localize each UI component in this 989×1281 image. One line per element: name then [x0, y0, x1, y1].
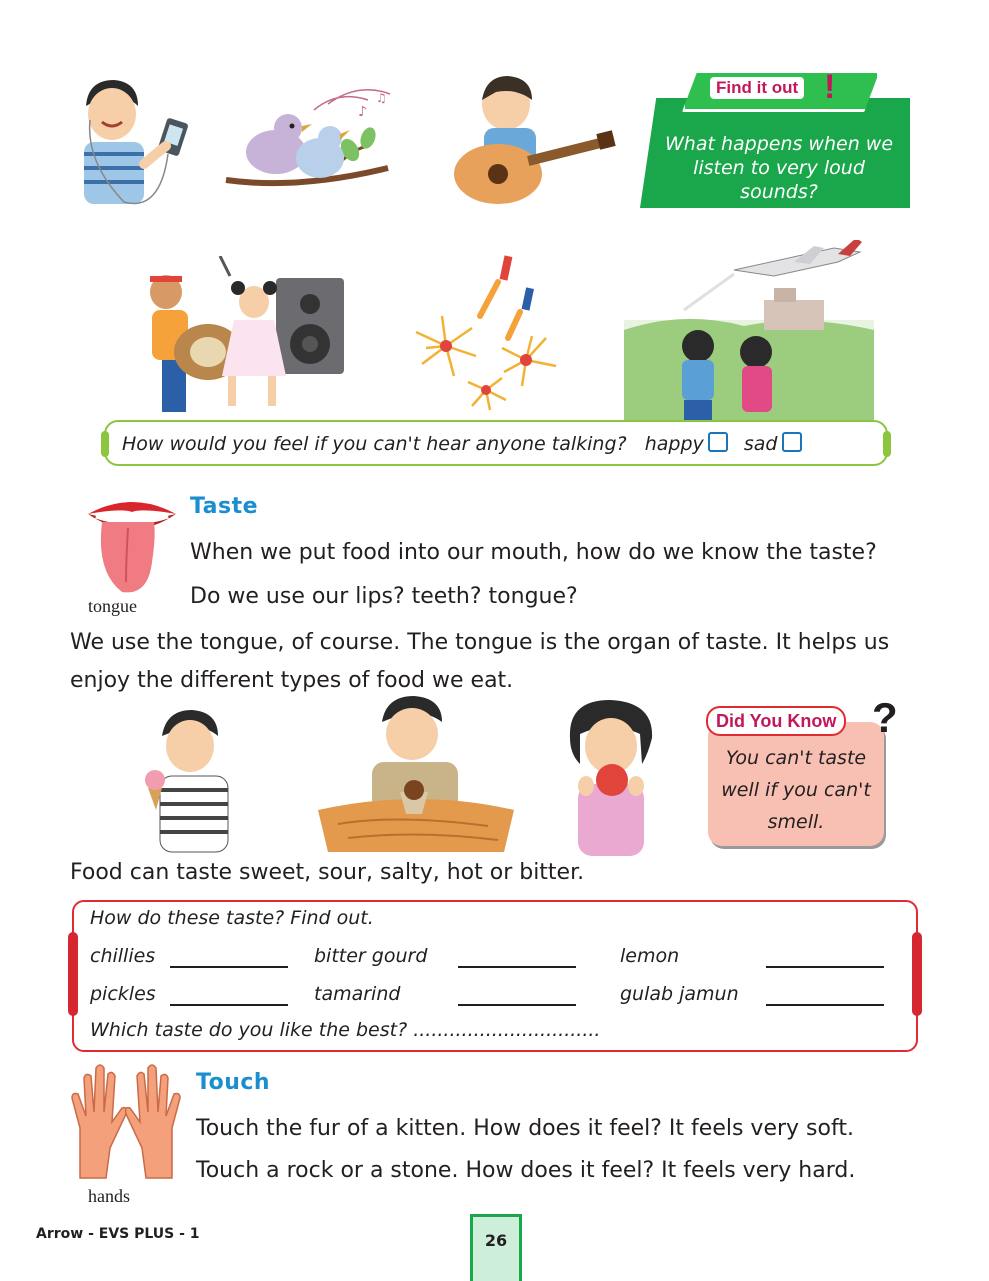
hearing-question-strip	[104, 420, 888, 466]
boy-playing-guitar-illustration	[436, 70, 616, 210]
exercise-final-question[interactable]: Which taste do you like the best? ...............................	[90, 1019, 601, 1041]
find-it-out-box	[640, 70, 915, 212]
bitter-gourd-answer-blank[interactable]	[458, 966, 576, 968]
exercise-item-tamarind: tamarind	[314, 983, 401, 1005]
option-happy-label: happy	[644, 433, 704, 455]
tamarind-answer-blank[interactable]	[458, 1004, 576, 1006]
exercise-prompt: How do these taste? Find out.	[90, 907, 374, 929]
taste-paragraph-line-2: enjoy the different types of food we eat.	[70, 668, 514, 693]
sad-checkbox[interactable]	[782, 432, 802, 452]
exercise-right-accent	[912, 932, 922, 1016]
hearing-question-line	[122, 432, 806, 455]
touch-heading: Touch	[196, 1070, 271, 1095]
hands-illustration	[66, 1058, 186, 1188]
exclamation-icon: !	[824, 68, 836, 106]
exercise-item-pickles: pickles	[90, 983, 156, 1005]
exercise-item-chillies: chillies	[90, 945, 156, 967]
tongue-caption: tongue	[88, 596, 137, 616]
exercise-left-accent	[68, 932, 78, 1016]
touch-line-1: Touch the fur of a kitten. How does it feel? It feels very soft.	[196, 1116, 854, 1141]
did-you-know-box	[706, 694, 898, 856]
find-it-out-label: Find it out	[710, 77, 804, 99]
taste-heading: Taste	[190, 494, 259, 519]
svg-text:♫: ♫	[376, 91, 387, 105]
tongue-illustration	[82, 492, 182, 602]
exercise-item-gulab-jamun: gulab jamun	[620, 983, 739, 1005]
boy-with-music-player-illustration	[68, 72, 198, 212]
touch-line-2: Touch a rock or a stone. How does it feel? It feels very hard.	[196, 1158, 856, 1183]
did-you-know-label: Did You Know	[706, 706, 846, 736]
page-number: 26	[470, 1214, 522, 1281]
exercise-item-lemon: lemon	[620, 945, 680, 967]
chillies-answer-blank[interactable]	[170, 966, 288, 968]
question-mark-icon: ?	[872, 694, 898, 741]
book-title-footer: Arrow - EVS PLUS - 1	[36, 1226, 200, 1242]
pickles-answer-blank[interactable]	[170, 1004, 288, 1006]
gulab-jamun-answer-blank[interactable]	[766, 1004, 884, 1006]
singing-birds-illustration	[218, 80, 398, 210]
fireworks-illustration	[406, 252, 576, 412]
did-you-know-text: You can't taste well if you can't smell.	[721, 747, 871, 833]
hearing-question-text: How would you feel if you can't hear anyone talking?	[122, 433, 627, 455]
strip-left-accent	[101, 431, 109, 457]
taste-line-2: Do we use our lips? teeth? tongue?	[190, 584, 578, 609]
hands-caption: hands	[88, 1186, 130, 1206]
exercise-item-bitter-gourd: bitter gourd	[314, 945, 428, 967]
svg-text:♪: ♪	[358, 104, 367, 120]
taste-types-sentence: Food can taste sweet, sour, salty, hot or bitter.	[70, 860, 585, 885]
lemon-answer-blank[interactable]	[766, 966, 884, 968]
taste-line-1: When we put food into our mouth, how do we know the taste?	[190, 540, 877, 565]
airplane-and-children-illustration	[624, 240, 874, 420]
strip-right-accent	[883, 431, 891, 457]
boy-eating-ice-cream-illustration	[138, 706, 248, 856]
happy-checkbox[interactable]	[708, 432, 728, 452]
option-sad-label: sad	[743, 433, 778, 455]
find-it-out-question: What happens when we listen to very loud sounds?	[664, 133, 894, 203]
girl-eating-apple-illustration	[556, 694, 666, 858]
drum-and-speaker-illustration	[136, 256, 356, 416]
boy-eating-dessert-illustration	[318, 692, 518, 852]
taste-paragraph-line-1: We use the tongue, of course. The tongue is the organ of taste. It helps us	[70, 630, 890, 655]
